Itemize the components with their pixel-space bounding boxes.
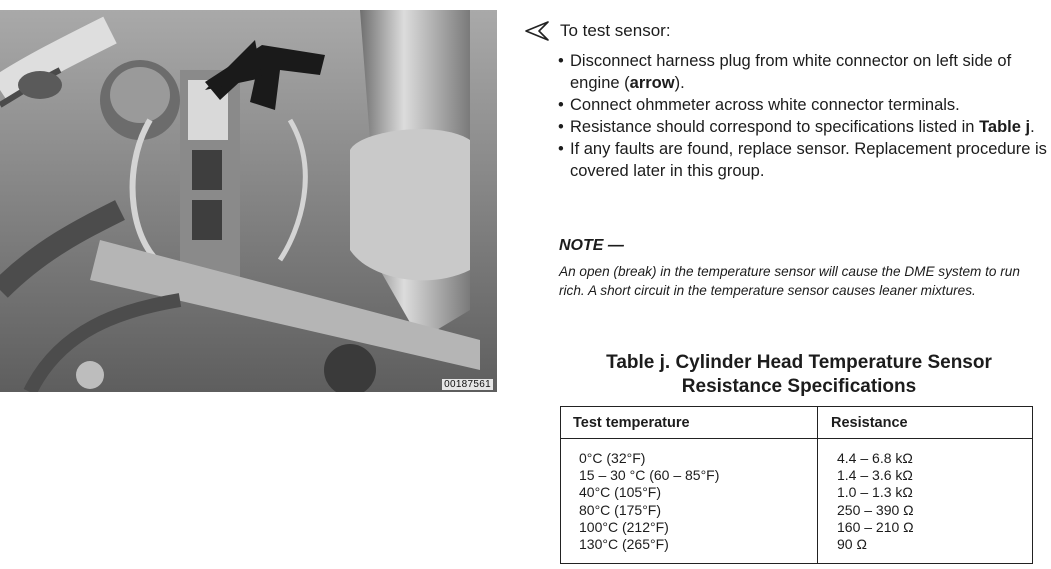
- table-title-line-2: Resistance Specifications: [681, 376, 917, 397]
- intro-text: To test sensor:: [560, 21, 671, 40]
- list-item: • Connect ohmmeter across white connector terminals.: [558, 96, 960, 114]
- table-cell: 1.4 – 3.6 kΩ: [837, 467, 913, 484]
- note-text: An open (break) in the temperature sensor will cause the DME system to run rich. A short circuit in the temperature sensor causes leaner mixtures.: [559, 264, 1020, 298]
- temperature-column: [561, 439, 818, 564]
- header-test-temperature: Test temperature: [561, 407, 818, 438]
- table-cell: 1.0 – 1.3 kΩ: [837, 484, 913, 501]
- table-cell: 130°C (265°F): [579, 536, 669, 553]
- list-item: • If any faults are found, replace sensor. Replacement procedure is covered later in this group.: [558, 140, 1047, 180]
- table-cell: 40°C (105°F): [579, 484, 662, 501]
- instruction-list: [558, 50, 1048, 182]
- table-cell: 80°C (175°F): [579, 501, 662, 518]
- table-cell: 15 – 30 °C (60 – 85°F): [579, 467, 720, 484]
- list-item: • Resistance should correspond to specifications listed in Table j.: [558, 118, 1035, 136]
- list-item: • Disconnect harness plug from white connector on left side of engine (arrow).: [558, 52, 1012, 92]
- table-cell: 0°C (32°F): [579, 450, 646, 466]
- engine-photo-drawing: [0, 10, 497, 392]
- engine-photo: [0, 10, 497, 392]
- resistance-spec-table: [560, 406, 1033, 564]
- table-cell: 160 – 210 Ω: [837, 518, 914, 535]
- note-title: NOTE —: [559, 237, 624, 254]
- table-cell: 90 Ω: [837, 536, 867, 553]
- intro-row: [524, 20, 671, 42]
- table-cell: 100°C (212°F): [579, 518, 669, 535]
- table-cell: 4.4 – 6.8 kΩ: [837, 450, 913, 466]
- header-resistance: Resistance: [831, 414, 908, 431]
- left-pointer-icon: [524, 20, 550, 42]
- table-body: [561, 439, 1032, 564]
- table-cell: 250 – 390 Ω: [837, 501, 914, 518]
- table-header-row: [561, 407, 1032, 439]
- table-title-line-1: Table j. Cylinder Head Temperature Sensor: [606, 352, 992, 373]
- resistance-column: [818, 439, 1032, 564]
- table-title: [544, 351, 1051, 399]
- figure-id: 00187561: [444, 379, 491, 390]
